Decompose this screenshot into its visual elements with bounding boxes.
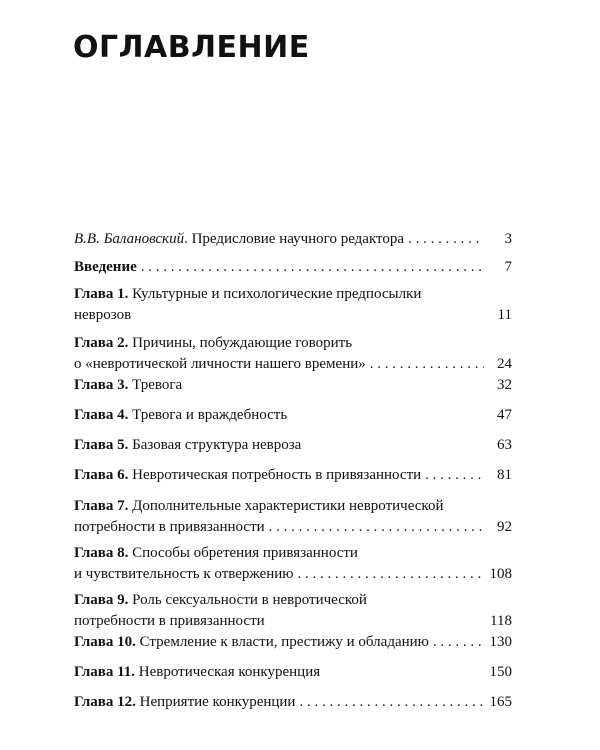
toc-page-number: 47	[497, 407, 512, 423]
toc-entry-chapter-11[interactable]	[74, 661, 512, 683]
toc-entry-chapter-1[interactable]	[74, 284, 512, 326]
toc-entry-chapter-7[interactable]	[74, 496, 512, 538]
dot-leader	[433, 631, 484, 653]
toc-entry-label: Глава 9.	[74, 592, 129, 608]
toc-entry-title: Невротическая конкуренция	[135, 664, 321, 680]
toc-page-number: 92	[497, 519, 512, 535]
toc-entry-title-continued: потребности в привязанности	[74, 613, 265, 629]
toc-entry-title: Стремление к власти, престижу и обладанию	[135, 634, 429, 650]
toc-entry-title: . Предисловие научного редактора	[184, 231, 405, 247]
dot-leader	[298, 563, 484, 585]
toc-entry-chapter-4[interactable]	[74, 404, 512, 426]
toc-entry-title-continued: и чувствительность к отвержению	[74, 566, 294, 582]
dot-leader	[408, 228, 484, 250]
dot-leader	[269, 516, 484, 538]
toc-entry-chapter-6[interactable]	[74, 464, 512, 486]
dot-leader	[425, 464, 484, 486]
toc-entry-title: Культурные и психологические предпосылки	[128, 286, 422, 302]
toc-entry-introduction[interactable]	[74, 256, 512, 278]
toc-entry-title-continued: неврозов	[74, 307, 132, 323]
toc-page-number: 7	[504, 259, 512, 275]
toc-entry-chapter-8[interactable]	[74, 543, 512, 585]
toc-page-number: 24	[497, 356, 512, 372]
toc-page-number: 3	[504, 231, 512, 247]
toc-entry-author: В.В. Балановский	[74, 231, 185, 247]
toc-entry-title: Дополнительные характеристики невротической	[128, 498, 444, 514]
toc-entry-label: Глава 5.	[74, 437, 129, 453]
toc-entry-chapter-2[interactable]	[74, 333, 512, 375]
toc-entry-chapter-3[interactable]	[74, 374, 512, 396]
toc-page-number: 11	[497, 307, 512, 323]
toc-entry-label: Глава 2.	[74, 335, 129, 351]
toc-page-number: 118	[490, 613, 512, 629]
toc-entry-title: Тревога	[128, 377, 183, 393]
toc-entry-title: Способы обретения привязанности	[128, 545, 358, 561]
toc-entry-chapter-10[interactable]	[74, 631, 512, 653]
toc-page-number: 130	[489, 634, 512, 650]
dot-leader	[299, 691, 484, 713]
toc-entry-label: Глава 7.	[74, 498, 129, 514]
toc-entry-title: Тревога и враждебность	[128, 407, 288, 423]
toc-entry-title: Неприятие конкуренции	[135, 694, 296, 710]
toc-page-number: 81	[497, 467, 512, 483]
toc-entry-label: Глава 4.	[74, 407, 129, 423]
toc-page-number: 150	[489, 664, 512, 680]
toc-entry-title: Базовая структура невроза	[128, 437, 302, 453]
toc-entry-label: Глава 11.	[74, 664, 136, 680]
toc-entry-label: Введение	[74, 259, 137, 275]
toc-entry-title-continued: о «невротической личности нашего времени»	[74, 356, 366, 372]
toc-entry-title: Причины, побуждающие говорить	[128, 335, 353, 351]
toc-page-number: 165	[489, 694, 512, 710]
toc-entry-title: Роль сексуальности в невротической	[128, 592, 367, 608]
toc-entry-label: Глава 10.	[74, 634, 136, 650]
toc-entry-label: Глава 6.	[74, 467, 129, 483]
dot-leader	[141, 256, 484, 278]
dot-leader	[370, 353, 484, 375]
toc-page-number: 32	[497, 377, 512, 393]
toc-entry-chapter-12[interactable]	[74, 691, 512, 713]
toc-entry-title: Невротическая потребность в привязанности	[128, 467, 422, 483]
toc-entry-chapter-5[interactable]	[74, 434, 512, 456]
toc-entry-label: Глава 8.	[74, 545, 129, 561]
toc-entry-label: Глава 1.	[74, 286, 129, 302]
toc-entry-label: Глава 12.	[74, 694, 136, 710]
toc-page-number: 108	[489, 566, 512, 582]
page-title: ОГЛАВЛЕНИЕ	[73, 30, 310, 65]
toc-entry-title-continued: потребности в привязанности	[74, 519, 265, 535]
toc-entry-chapter-9[interactable]	[74, 590, 512, 632]
toc-entry-label: Глава 3.	[74, 377, 129, 393]
toc-entry-preface[interactable]	[74, 228, 512, 250]
toc-page-number: 63	[497, 437, 512, 453]
